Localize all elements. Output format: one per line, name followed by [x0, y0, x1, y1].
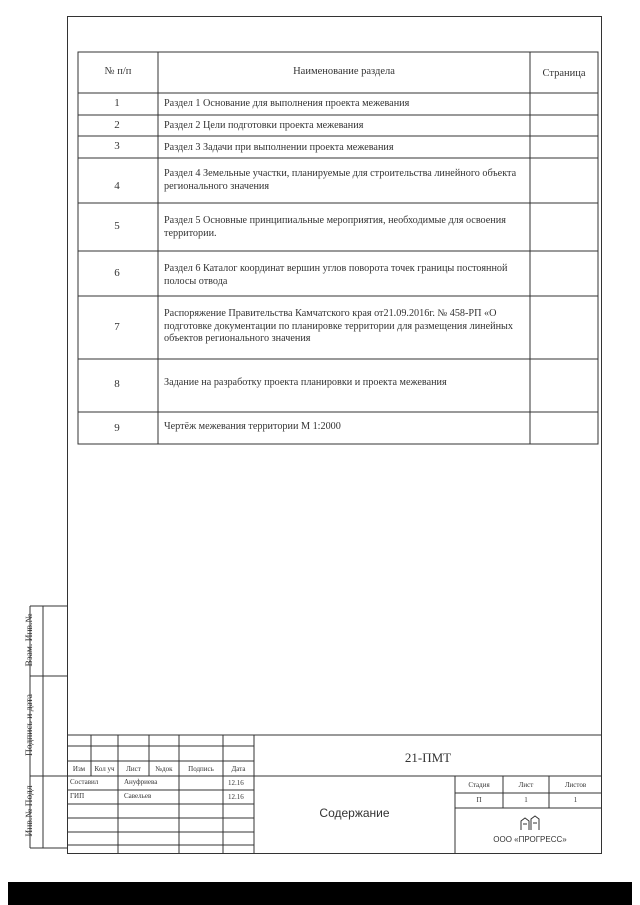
sheet-header: Лист	[518, 781, 534, 789]
stage-header: Стадия	[468, 781, 490, 789]
name-composer: Ануфриева	[124, 778, 158, 786]
row-number: 7	[114, 321, 120, 333]
sheets-value: 1	[573, 796, 578, 804]
row-number: 4	[114, 180, 120, 192]
sheets-header: Листов	[564, 781, 587, 789]
stage-value: П	[476, 796, 482, 804]
name-gip: Савельев	[124, 792, 152, 800]
date-gip: 12.16	[228, 793, 244, 801]
row-section-name: Раздел 4 Земельные участки, планируемые для строительства линейного объекта регионального значения	[164, 168, 517, 192]
header-number: № п/п	[104, 66, 132, 77]
company-logo-icon	[519, 815, 541, 831]
row-section-name: Раздел 2 Цели подготовки проекта межевания	[164, 120, 364, 131]
sheet-value: 1	[524, 796, 528, 804]
col-data: Дата	[231, 765, 246, 773]
col-kol: Кол уч	[94, 765, 115, 773]
role-gip: ГИП	[70, 792, 85, 800]
header-section-name: Наименование раздела	[293, 66, 395, 77]
row-number: 9	[114, 422, 120, 434]
company-name: ООО «ПРОГРЕСС»	[493, 835, 567, 844]
document-title: Содержание	[319, 806, 390, 820]
side-stamp-podpis: Подпись и дата	[25, 694, 35, 757]
row-section-name: Раздел 6 Каталог координат вершин углов поворота точек границы постоянной полосы отвода	[164, 263, 508, 287]
row-number: 5	[114, 220, 120, 232]
header-page: Страница	[542, 68, 586, 79]
document-code: 21-ПМТ	[404, 750, 452, 765]
col-podpis: Подпись	[188, 765, 214, 773]
row-section-name: Раздел 1 Основание для выполнения проекта межевания	[164, 98, 410, 109]
row-number: 6	[114, 267, 120, 279]
row-section-name: Задание на разработку проекта планировки и проекта межевания	[164, 377, 447, 388]
scan-bottom-bar	[8, 882, 632, 905]
row-number: 8	[114, 378, 120, 390]
row-number: 3	[114, 140, 120, 152]
side-stamp-vzam: Взам. Инв.№	[25, 613, 35, 667]
row-section-name: Чертёж межевания территории М 1:2000	[164, 421, 341, 432]
date-composer: 12.16	[228, 779, 244, 787]
row-section-name: Раздел 5 Основные принципиальные мероприятия, необходимые для освоения территории.	[164, 215, 506, 239]
role-composer: Составил	[70, 778, 99, 786]
row-section-name: Распоряжение Правительства Камчатского края от21.09.2016г. № 458-РП «О подготовке документации по планировке территории для размещения линейных объектов регионального значения	[164, 308, 513, 344]
row-section-name: Раздел 3 Задачи при выполнении проекта межевания	[164, 142, 394, 153]
col-list: Лист	[126, 765, 141, 773]
row-number: 2	[114, 119, 120, 131]
row-number: 1	[114, 97, 120, 109]
col-izm: Изм	[72, 765, 86, 773]
col-ndok: №док	[155, 765, 173, 773]
side-stamp-inv: Инв.№ Подл	[25, 785, 35, 837]
